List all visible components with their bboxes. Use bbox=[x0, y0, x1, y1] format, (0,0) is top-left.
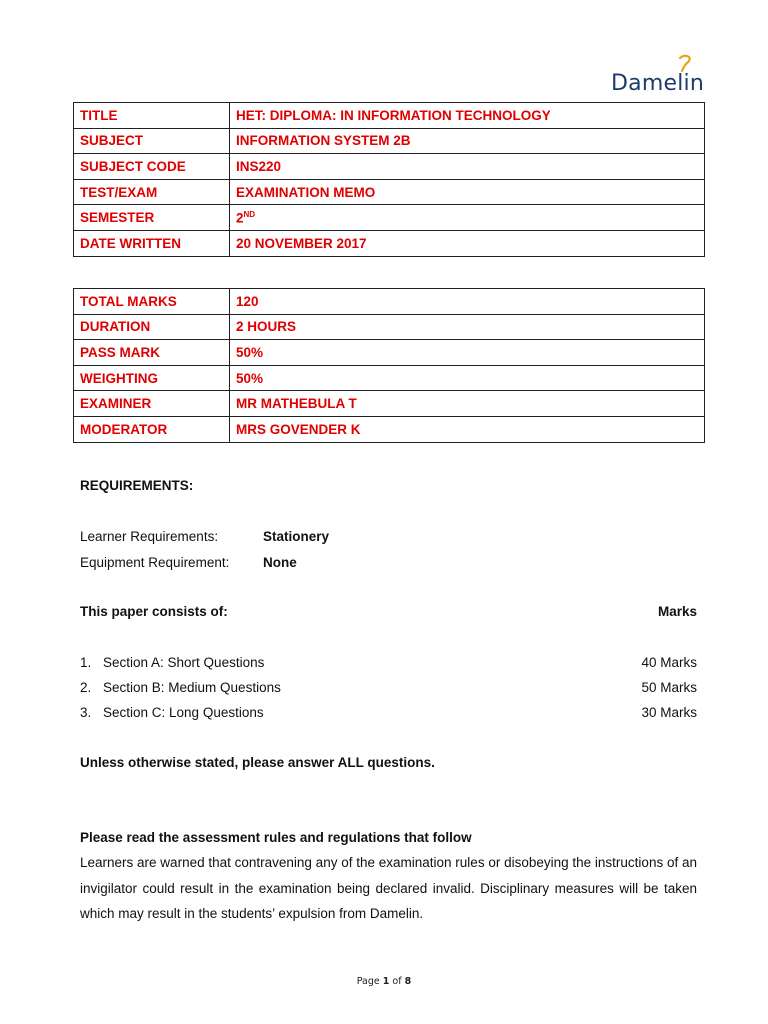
logo-swirl-icon bbox=[678, 54, 692, 72]
table-row bbox=[74, 340, 705, 366]
table-value: MRS GOVENDER K bbox=[230, 416, 705, 442]
table-row bbox=[74, 179, 705, 205]
total-pages: 8 bbox=[404, 976, 412, 987]
table-key: EXAMINER bbox=[74, 391, 230, 417]
page-number bbox=[0, 976, 768, 987]
table-row bbox=[74, 128, 705, 154]
logo-text: Damelin bbox=[611, 71, 704, 96]
table-row bbox=[74, 365, 705, 391]
table-key: SUBJECT CODE bbox=[74, 154, 230, 180]
table-value: 50% bbox=[230, 365, 705, 391]
table-key: PASS MARK bbox=[74, 340, 230, 366]
marks-heading: Marks bbox=[657, 604, 697, 619]
table-value: 120 bbox=[230, 289, 705, 315]
semester-number: 2 bbox=[236, 210, 244, 226]
section-marks: 40 Marks bbox=[641, 655, 697, 670]
assessment-details-table bbox=[73, 288, 705, 443]
table-key: DATE WRITTEN bbox=[74, 230, 230, 256]
rules-heading: Please read the assessment rules and regulations that follow bbox=[80, 830, 472, 845]
table-value: EXAMINATION MEMO bbox=[230, 179, 705, 205]
table-row bbox=[74, 416, 705, 442]
table-key: TITLE bbox=[74, 103, 230, 129]
section-label: Section A: Short Questions bbox=[103, 655, 265, 670]
table-value: 50% bbox=[230, 340, 705, 366]
section-marks: 50 Marks bbox=[641, 680, 697, 695]
table-key: SUBJECT bbox=[74, 128, 230, 154]
table-value: INFORMATION SYSTEM 2B bbox=[230, 128, 705, 154]
exam-details-table bbox=[73, 102, 705, 257]
table-row bbox=[74, 154, 705, 180]
table-row bbox=[74, 103, 705, 129]
page-word: Page bbox=[356, 976, 380, 987]
semester-suffix: ND bbox=[243, 209, 256, 219]
table-row bbox=[74, 314, 705, 340]
table-row bbox=[74, 230, 705, 256]
table-row bbox=[74, 205, 705, 231]
section-marks: 30 Marks bbox=[641, 705, 697, 720]
table-row bbox=[74, 289, 705, 315]
section-number: 1. bbox=[80, 655, 92, 670]
table-value: 2 HOURS bbox=[230, 314, 705, 340]
table-value: HET: DIPLOMA: IN INFORMATION TECHNOLOGY bbox=[230, 103, 705, 129]
section-label: Section C: Long Questions bbox=[103, 705, 264, 720]
paper-consists-heading: This paper consists of: bbox=[80, 604, 228, 619]
table-key: SEMESTER bbox=[74, 205, 230, 231]
section-label: Section B: Medium Questions bbox=[103, 680, 281, 695]
answer-all-instruction: Unless otherwise stated, please answer ALL questions. bbox=[80, 755, 435, 770]
damelin-logo bbox=[594, 54, 704, 98]
current-page: 1 bbox=[382, 976, 390, 987]
section-number: 3. bbox=[80, 705, 92, 720]
learner-requirements-value: Stationery bbox=[263, 529, 330, 544]
table-row bbox=[74, 391, 705, 417]
equipment-requirement-label: Equipment Requirement: bbox=[80, 555, 230, 570]
table-value: INS220 bbox=[230, 154, 705, 180]
of-word: of bbox=[392, 976, 402, 987]
table-value: MR MATHEBULA T bbox=[230, 391, 705, 417]
rules-paragraph: Learners are warned that contravening any of the examination rules or disobeying the instructions of an invigilator could result in the examination being declared invalid. Disciplinary measures will be taken which may result in the students’ expulsion from Damelin. bbox=[80, 855, 697, 921]
table-key: WEIGHTING bbox=[74, 365, 230, 391]
requirements-heading: REQUIREMENTS: bbox=[80, 478, 194, 493]
section-number: 2. bbox=[80, 680, 92, 695]
table-value: 20 NOVEMBER 2017 bbox=[230, 230, 705, 256]
learner-requirements-label: Learner Requirements: bbox=[80, 529, 219, 544]
table-key: MODERATOR bbox=[74, 416, 230, 442]
table-key: TEST/EXAM bbox=[74, 179, 230, 205]
table-key: DURATION bbox=[74, 314, 230, 340]
table-key: TOTAL MARKS bbox=[74, 289, 230, 315]
table-value bbox=[230, 205, 705, 231]
equipment-requirement-value: None bbox=[263, 555, 297, 570]
